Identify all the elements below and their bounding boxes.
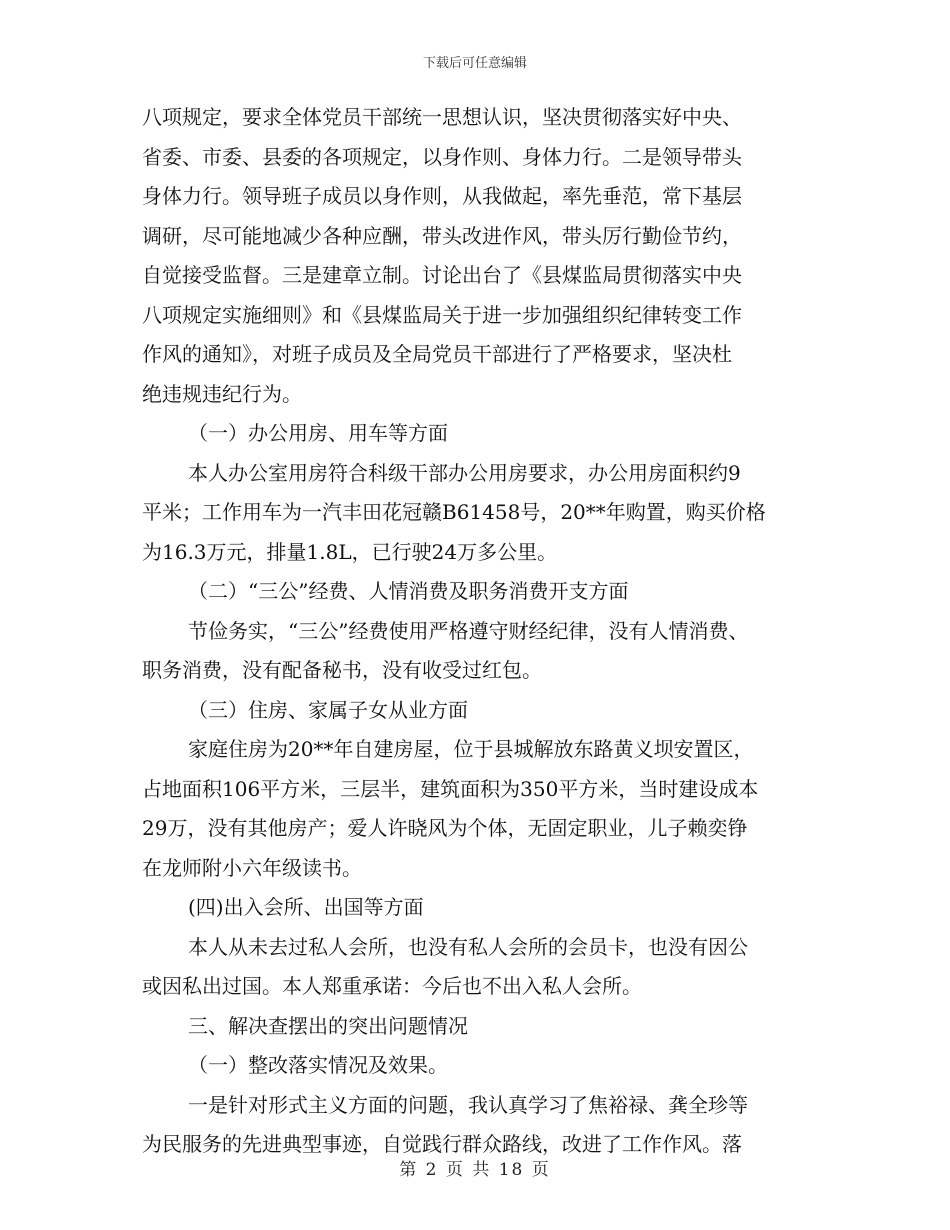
text-line: 自觉接受监督。三是建章立制。讨论出台了《县煤监局贯彻落实中央 [142,263,742,287]
section-heading: （一）整改落实情况及效果。 [188,1053,448,1077]
text-line: 本人办公室用房符合科级干部办公用房要求，办公用房面积约9 [188,460,741,485]
text-line: 占地面积106平方米，三层半，建筑面积为350平方米，当时建设成本 [142,776,759,801]
text-line: 29万，没有其他房产；爱人许晓风为个体，无固定职业，儿子赖奕铮 [142,816,748,840]
section-heading: (四)出入会所、出国等方面 [188,895,424,919]
text-line: 省委、市委、县委的各项规定，以身作则、身体力行。二是领导带头 [142,144,742,169]
text-line: 为16.3万元，排量1.8L，已行驶24万多公里。 [142,539,558,564]
text-line: 本人从未去过私人会所，也没有私人会所的会员卡，也没有因公 [188,934,748,959]
page-number: 第 2 页 共 18 页 [399,1160,551,1180]
section-heading: 三、解决查摆出的突出问题情况 [188,1013,468,1038]
text-line: 八项规定，要求全体党员干部统一思想认识，坚决贯彻落实好中央、 [142,105,742,129]
header-note: 下载后可任意编辑 [422,56,527,71]
text-line: 职务消费，没有配备秘书，没有收受过红包。 [142,658,542,682]
text-line: 在龙师附小六年级读书。 [142,855,362,880]
text-line: 或因私出过国。本人郑重承诺：今后也不出入私人会所。 [142,974,642,998]
text-line: 平米；工作用车为一汽丰田花冠赣B61458号，20**年购置，购买价格 [142,500,766,524]
section-heading: （二）“三公”经费、人情消费及职务消费开支方面 [188,579,629,603]
section-heading: （一）办公用房、用车等方面 [188,421,448,445]
text-line: 为民服务的先进典型事迹，自觉践行群众路线，改进了工作作风。落 [142,1132,742,1156]
text-line: 一是针对形式主义方面的问题，我认真学习了焦裕禄、龚全珍等 [188,1092,748,1117]
text-line: 八项规定实施细则》和《县煤监局关于进一步加强组织纪律转变工作 [142,302,742,327]
section-heading: （三）住房、家属子女从业方面 [188,697,468,722]
text-line: 身体力行。领导班子成员以身作则，从我做起，率先垂范，常下基层 [142,184,742,208]
text-line: 家庭住房为20**年自建房屋，位于县城解放东路黄义坝安置区， [188,737,754,761]
text-line: 调研，尽可能地减少各种应酬，带头改进作风，带头厉行勤俭节约， [142,223,742,248]
text-line: 绝违规违纪行为。 [142,381,302,406]
text-line: 节俭务实，“三公”经费使用严格遵守财经纪律，没有人情消费、 [188,618,749,643]
text-line: 作风的通知》，对班子成员及全局党员干部进行了严格要求，坚决杜 [142,342,732,366]
document-body [142,98,812,1165]
